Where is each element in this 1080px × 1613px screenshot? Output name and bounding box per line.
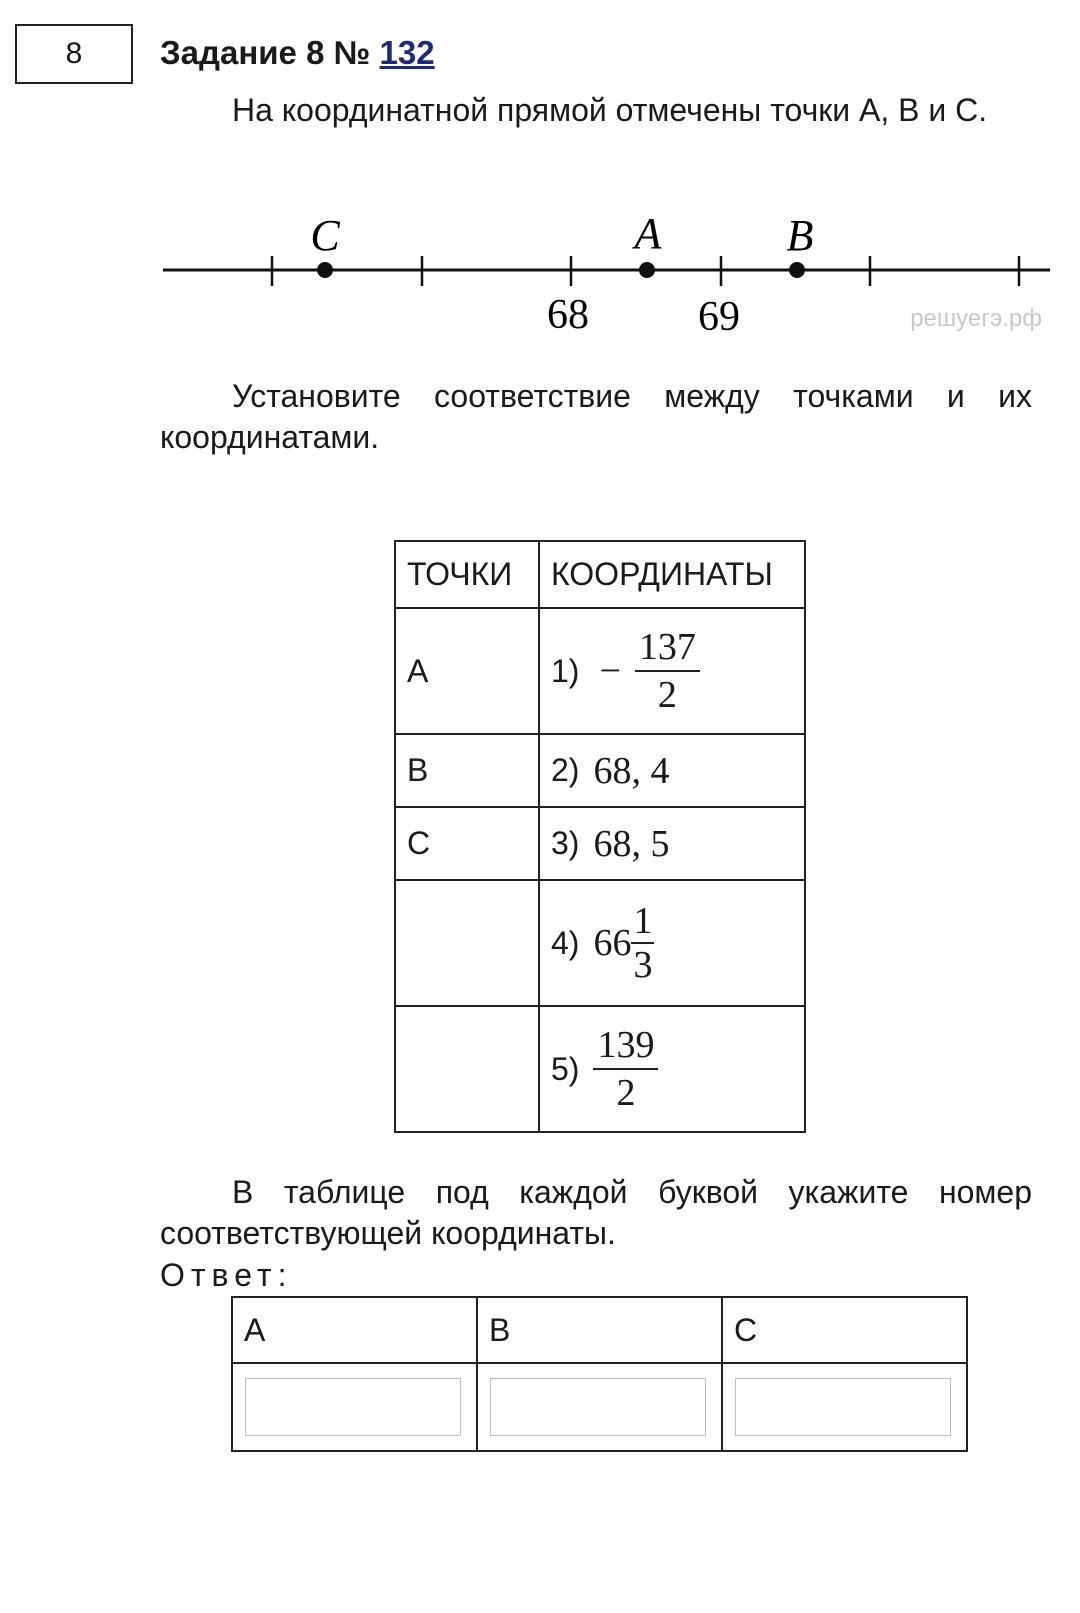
answer-input-b[interactable]	[490, 1378, 706, 1436]
option-num: 3)	[551, 825, 580, 861]
point-c	[317, 262, 333, 278]
point-cell-empty	[395, 1006, 539, 1132]
denominator: 2	[657, 674, 677, 716]
option-num: 1)	[551, 652, 580, 689]
point-a-label: A	[634, 209, 662, 258]
table-row	[232, 1363, 967, 1451]
point-a	[639, 262, 655, 278]
task-number: 8	[65, 37, 83, 70]
answer-cell-b	[477, 1363, 722, 1451]
fraction	[593, 1026, 658, 1112]
task-id-link[interactable]: 132	[379, 34, 435, 71]
table-row	[232, 1297, 967, 1363]
answer-header-c: C	[722, 1297, 967, 1363]
point-b-label: B	[786, 211, 814, 260]
numerator: 139	[593, 1026, 658, 1070]
numerator: 1	[633, 900, 653, 942]
minus-sign: −	[599, 650, 621, 692]
answer-input-a[interactable]	[245, 1378, 461, 1436]
option-value: 68, 4	[593, 749, 670, 792]
table-row	[395, 807, 805, 880]
intro-text-content: На координатной прямой отмечены точки A, B и C.	[232, 92, 988, 128]
instruction-text-content: Установите соответствие между точками и их координатами.	[160, 378, 1032, 455]
option-num: 2)	[551, 752, 580, 788]
header-points: ТОЧКИ	[395, 541, 539, 608]
denominator: 2	[616, 1072, 636, 1114]
option-cell-3	[539, 807, 805, 880]
answer-table	[231, 1296, 968, 1452]
table-row	[395, 734, 805, 807]
option-cell-5	[539, 1006, 805, 1132]
point-cell-a: A	[395, 608, 539, 734]
watermark: решуегэ.рф	[910, 305, 1042, 332]
table-row	[395, 541, 805, 608]
label-69: 69	[698, 294, 740, 340]
instruction-text	[160, 376, 1032, 458]
point-b	[789, 262, 805, 278]
fraction	[631, 902, 654, 984]
denominator: 3	[633, 944, 653, 986]
number-line	[0, 200, 1080, 350]
point-c-label: C	[310, 211, 340, 260]
answer-header-b: B	[477, 1297, 722, 1363]
intro-text	[160, 90, 1032, 131]
option-cell-1	[539, 608, 805, 734]
option-num: 5)	[551, 1050, 580, 1087]
answer-instruction-content: В таблице под каждой буквой укажите номер соответствующей координаты.	[160, 1174, 1032, 1251]
point-cell-empty	[395, 880, 539, 1006]
point-cell-c: C	[395, 807, 539, 880]
label-68: 68	[547, 292, 589, 338]
match-table	[394, 540, 806, 1133]
table-row	[395, 608, 805, 734]
task-title	[160, 34, 435, 72]
table-row	[395, 880, 805, 1006]
option-cell-2	[539, 734, 805, 807]
task-title-prefix: Задание 8 №	[160, 34, 380, 71]
numerator: 137	[635, 628, 700, 672]
header-coordinates: КООРДИНАТЫ	[539, 541, 805, 608]
fraction	[635, 628, 700, 714]
option-num: 4)	[551, 924, 580, 961]
task-number-box	[15, 24, 133, 84]
answer-cell-a	[232, 1363, 477, 1451]
point-cell-b: B	[395, 734, 539, 807]
mixed-number	[593, 902, 654, 984]
table-row	[395, 1006, 805, 1132]
whole-part: 66	[593, 922, 632, 964]
answer-instruction-text	[160, 1172, 1032, 1254]
answer-input-c[interactable]	[735, 1378, 951, 1436]
option-value: 68, 5	[593, 822, 670, 865]
option-cell-4	[539, 880, 805, 1006]
answer-cell-c	[722, 1363, 967, 1451]
answer-label: Ответ:	[160, 1257, 293, 1293]
answer-header-a: A	[232, 1297, 477, 1363]
